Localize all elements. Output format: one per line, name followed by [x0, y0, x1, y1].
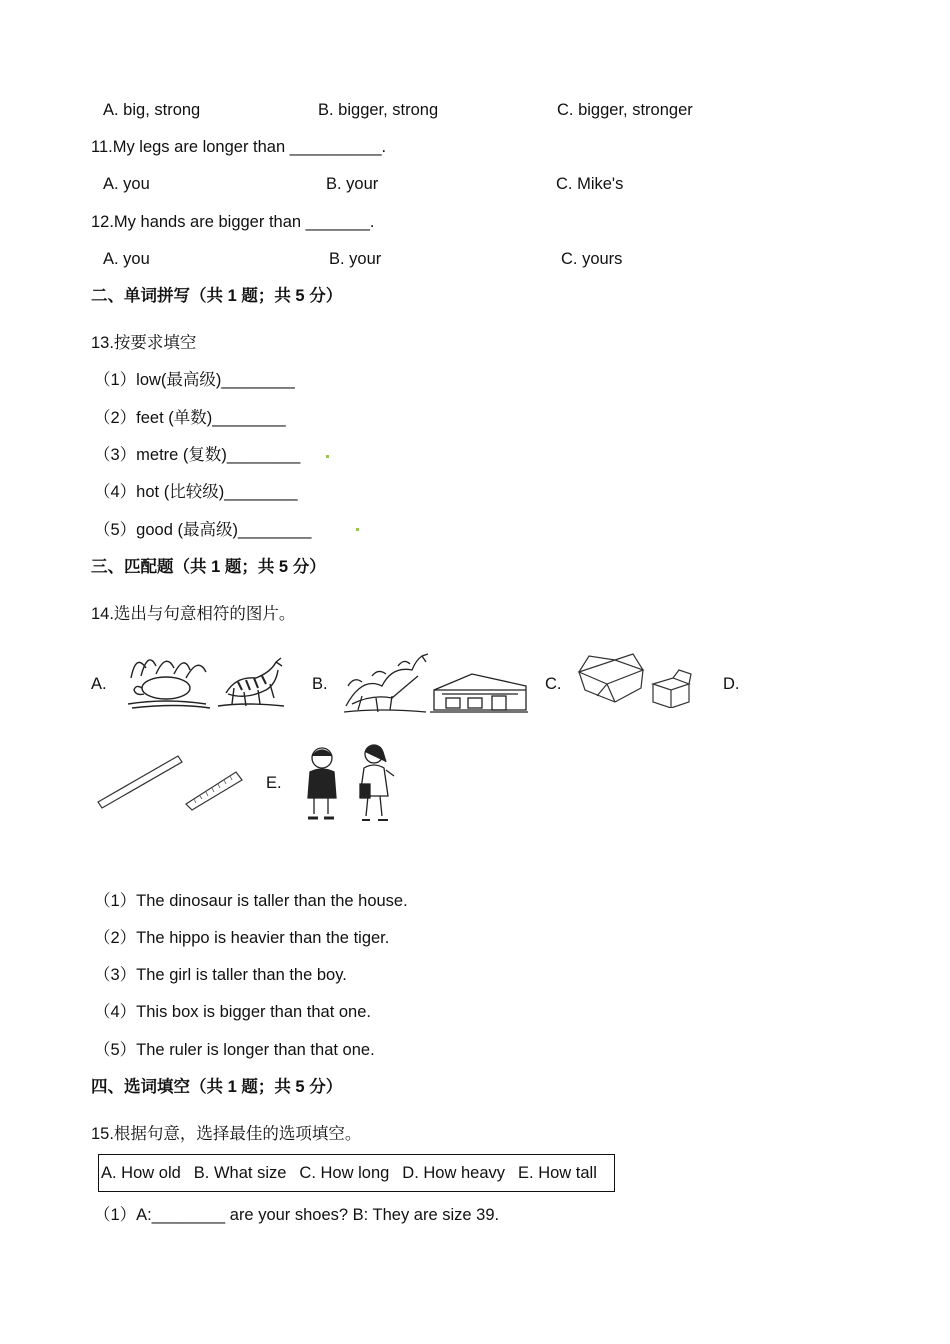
- q14-item-5: （5）The ruler is longer than that one.: [94, 1041, 375, 1059]
- q15-item-1: （1）A:________ are your shoes? B: They are size 39.: [94, 1206, 500, 1224]
- q14-item-2: （2）The hippo is heavier than the tiger.: [94, 929, 390, 947]
- picture-label-b: B.: [312, 675, 328, 693]
- picture-label-d: D.: [723, 675, 740, 693]
- speck-mark: [356, 528, 359, 531]
- q10-option-b: B. bigger, strong: [318, 101, 439, 119]
- word-bank-choice-d: D. How heavy: [402, 1163, 506, 1182]
- q15-stem: 15.根据句意，选择最佳的选项填空。: [91, 1125, 362, 1143]
- picture-label-c: C.: [545, 675, 562, 693]
- q13-item-5: （5）good (最高级)________: [94, 521, 312, 539]
- word-bank-choice-c: C. How long: [299, 1163, 390, 1182]
- q13-item-4: （4）hot (比较级)________: [94, 483, 298, 501]
- hippo-tiger-picture: [126, 648, 286, 710]
- q12-option-a: A. you: [103, 250, 150, 268]
- speck-mark: [326, 455, 329, 458]
- word-bank-choice-a: A. How old: [101, 1163, 181, 1182]
- dinosaur-house-picture: [342, 646, 530, 716]
- q11-option-c: C. Mike's: [556, 175, 624, 193]
- rulers-picture: [96, 752, 246, 812]
- section-4-title: 四、选词填空（共 1 题；共 5 分）: [91, 1078, 343, 1096]
- q11-option-a: A. you: [103, 175, 150, 193]
- q13-item-3: （3）metre (复数)________: [94, 446, 301, 464]
- picture-label-e: E.: [266, 774, 282, 792]
- boxes-picture: [575, 652, 695, 708]
- q13-item-2: （2）feet (单数)________: [94, 409, 286, 427]
- q10-option-c: C. bigger, stronger: [557, 101, 693, 119]
- q14-item-4: （4）This box is bigger than that one.: [94, 1003, 371, 1021]
- q14-item-3: （3）The girl is taller than the boy.: [94, 966, 347, 984]
- section-3-title: 三、匹配题（共 1 题；共 5 分）: [91, 558, 326, 576]
- q14-stem: 14.选出与句意相符的图片。: [91, 605, 296, 623]
- picture-label-a: A.: [91, 675, 107, 693]
- q12-option-c: C. yours: [561, 250, 623, 268]
- word-bank-box: [98, 1154, 615, 1192]
- q13-stem: 13.按要求填空: [91, 334, 197, 352]
- q11-option-b: B. your: [326, 175, 379, 193]
- boy-girl-picture: [302, 740, 402, 824]
- q12-stem: 12.My hands are bigger than _______.: [91, 213, 375, 231]
- q13-item-1: （1）low(最高级)________: [94, 371, 295, 389]
- q12-option-b: B. your: [329, 250, 382, 268]
- word-bank-choice-e: E. How tall: [518, 1163, 597, 1182]
- section-2-title: 二、单词拼写（共 1 题；共 5 分）: [91, 287, 343, 305]
- q10-option-a: A. big, strong: [103, 101, 201, 119]
- word-bank-choice-b: B. What size: [193, 1163, 287, 1182]
- q11-stem: 11.My legs are longer than __________.: [91, 138, 387, 156]
- q14-item-1: （1）The dinosaur is taller than the house.: [94, 892, 408, 910]
